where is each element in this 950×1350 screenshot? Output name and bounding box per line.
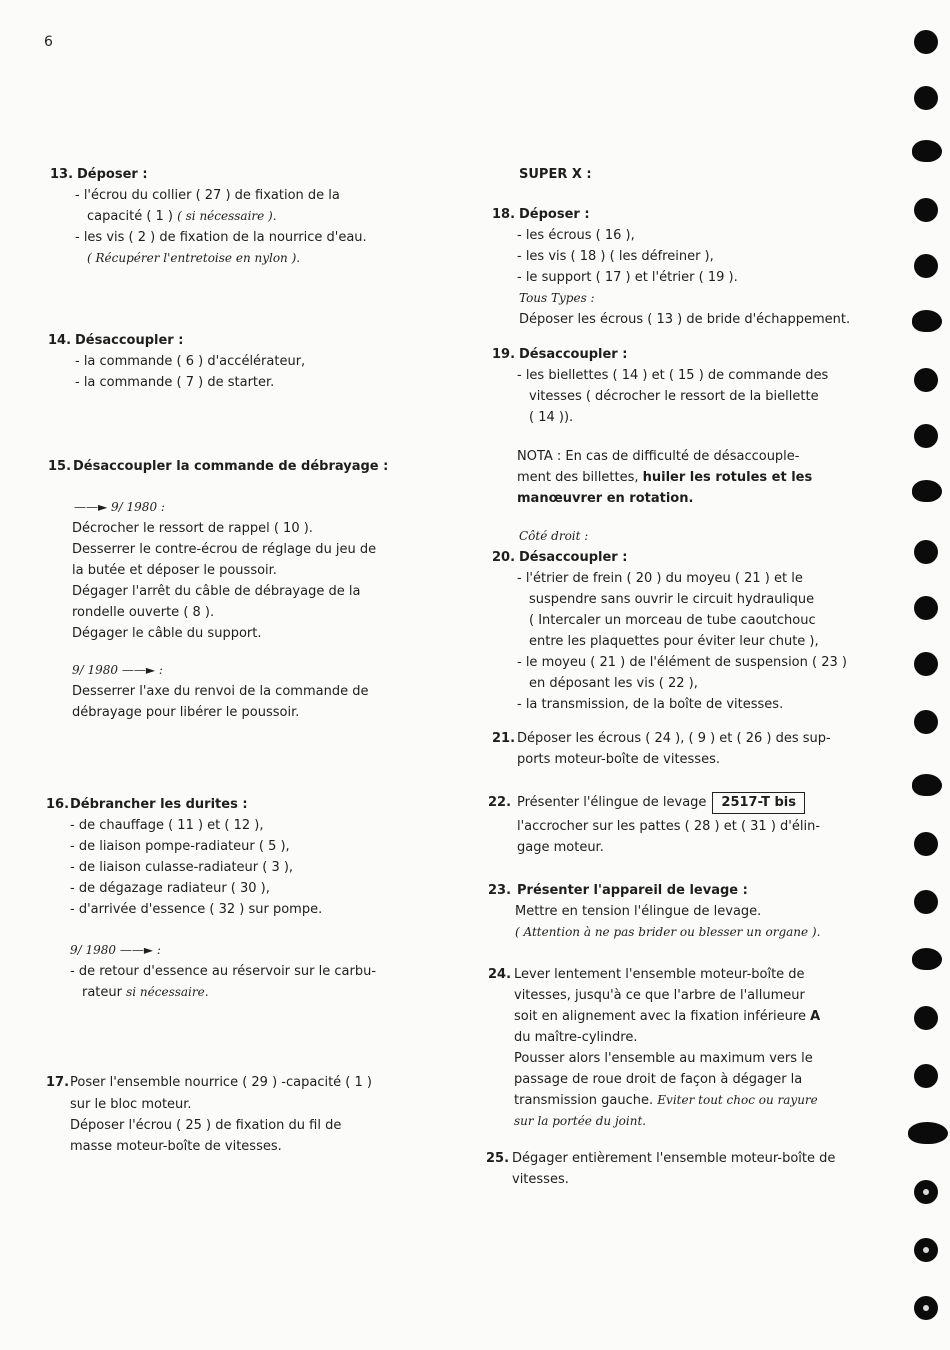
step-18 <box>492 204 882 330</box>
text-line: la butée et déposer le poussoir. <box>72 563 277 578</box>
step-24 <box>488 964 878 1132</box>
step-20 <box>492 526 882 715</box>
text-line: - de liaison culasse-radiateur ( 3 ), <box>70 860 294 875</box>
text-line: vitesses. <box>512 1172 569 1187</box>
step-23 <box>488 880 878 943</box>
step-title: Désaccoupler : <box>519 550 628 565</box>
step-number: 24. <box>488 967 512 982</box>
text-line <box>46 982 446 1003</box>
step-13 <box>50 164 450 269</box>
punch-hole <box>914 1180 938 1204</box>
italic-note: ( si nécessaire ). <box>177 209 277 223</box>
text-line: l'accrocher sur les pattes ( 28 ) et ( 31 ) d'élin- <box>517 819 821 834</box>
step-number: 21. <box>492 731 516 746</box>
step-21 <box>492 728 882 770</box>
text-line: Mettre en tension l'élingue de levage. <box>515 904 762 919</box>
nota-block <box>517 446 877 509</box>
text-line: entre les plaquettes pour éviter leur chute ), <box>529 634 819 649</box>
italic-note: Tous Types : <box>519 291 595 305</box>
text-line: Déposer les écrous ( 24 ), ( 9 ) et ( 26 ) des sup- <box>517 731 831 746</box>
step-number: 16. <box>46 797 70 812</box>
italic-note: Côté droit : <box>519 529 589 543</box>
binder-holes <box>880 0 950 1350</box>
punch-hole <box>912 774 942 796</box>
page-number: 6 <box>44 34 53 50</box>
punch-hole <box>914 424 938 448</box>
step-number: 14. <box>48 333 72 348</box>
italic-note: sur la portée du joint. <box>514 1114 647 1128</box>
text-line: Déposer l'écrou ( 25 ) de fixation du fil de <box>70 1118 342 1133</box>
punch-hole <box>914 86 938 110</box>
text-line: vitesses, jusqu'à ce que l'arbre de l'allumeur <box>514 988 805 1003</box>
italic-note: ( Récupérer l'entretoise en nylon ). <box>87 251 301 265</box>
text-line: Pousser alors l'ensemble au maximum vers le <box>514 1051 813 1066</box>
text-line <box>488 1090 878 1111</box>
text-line: - le support ( 17 ) et l'étrier ( 19 ). <box>517 270 738 285</box>
text-line: - la commande ( 7 ) de starter. <box>75 375 275 390</box>
date-condition: 9/ 1980 ——► : <box>72 663 163 677</box>
step-title: Désaccoupler : <box>75 333 184 348</box>
step-15 <box>48 456 448 723</box>
text-line: - de retour d'essence au réservoir sur le carbu- <box>70 964 377 979</box>
italic-note: Eviter tout choc ou rayure <box>657 1093 818 1107</box>
text-line: vitesses ( décrocher le ressort de la biellette <box>529 389 819 404</box>
punch-hole <box>914 832 938 856</box>
text-line: - l'étrier de frein ( 20 ) du moyeu ( 21 ) et le <box>517 571 803 586</box>
punch-hole <box>908 1122 948 1144</box>
punch-hole <box>914 1064 938 1088</box>
punch-hole <box>914 254 938 278</box>
step-number: 20. <box>492 550 516 565</box>
text-line: débrayage pour libérer le poussoir. <box>72 705 300 720</box>
text-line: - les écrous ( 16 ), <box>517 228 635 243</box>
step-number: 25. <box>486 1151 510 1166</box>
text-line: Dégager entièrement l'ensemble moteur-boîte de <box>512 1151 836 1166</box>
text-line: - le moyeu ( 21 ) de l'élément de suspension ( 23 ) <box>517 655 847 670</box>
text-line: Dégager le câble du support. <box>72 626 262 641</box>
step-25 <box>486 1148 878 1190</box>
text-line: - l'écrou du collier ( 27 ) de fixation de la <box>75 188 340 203</box>
punch-hole <box>914 1296 938 1320</box>
italic-note: si nécessaire. <box>126 985 209 999</box>
punch-hole <box>914 652 938 676</box>
text-line: Déposer les écrous ( 13 ) de bride d'échappement. <box>519 312 851 327</box>
text-line: capacité ( 1 ) <box>87 209 178 224</box>
step-title: Désaccoupler la commande de débrayage : <box>73 459 389 474</box>
step-title: Déposer : <box>519 207 590 222</box>
step-number: 13. <box>50 167 74 182</box>
text-line: - les vis ( 18 ) ( les défreiner ), <box>517 249 714 264</box>
bold-note: A <box>810 1009 821 1024</box>
punch-hole <box>912 480 942 502</box>
text-line: Lever lentement l'ensemble moteur-boîte de <box>514 967 805 982</box>
step-number: 18. <box>492 207 516 222</box>
step-title: Débrancher les durites : <box>70 797 248 812</box>
punch-hole <box>912 140 942 162</box>
step-title: Désaccoupler : <box>519 347 628 362</box>
punch-hole <box>914 710 938 734</box>
punch-hole <box>912 310 942 332</box>
punch-hole <box>914 368 938 392</box>
text-line: masse moteur-boîte de vitesses. <box>70 1139 282 1154</box>
text-line: - de chauffage ( 11 ) et ( 12 ), <box>70 818 264 833</box>
punch-hole <box>914 890 938 914</box>
text-line: - de dégazage radiateur ( 30 ), <box>70 881 270 896</box>
text-line: en déposant les vis ( 22 ), <box>529 676 698 691</box>
text-line: - de liaison pompe-radiateur ( 5 ), <box>70 839 290 854</box>
text-line <box>517 467 877 488</box>
step-19 <box>492 344 882 428</box>
text-line: transmission gauche. <box>514 1093 658 1108</box>
punch-hole <box>914 1238 938 1262</box>
text-line: - la transmission, de la boîte de vitesses. <box>517 697 784 712</box>
text-line: - d'arrivée d'essence ( 32 ) sur pompe. <box>70 902 323 917</box>
step-title: Déposer : <box>77 167 148 182</box>
text-line: rateur <box>82 985 127 1000</box>
punch-hole <box>914 1006 938 1030</box>
step-number: 15. <box>48 459 72 474</box>
text-line <box>488 1006 878 1027</box>
text-line: soit en alignement avec la fixation inférieure <box>514 1009 811 1024</box>
text-line: gage moteur. <box>517 840 604 855</box>
text-line <box>50 206 450 227</box>
text-line: rondelle ouverte ( 8 ). <box>72 605 215 620</box>
bold-note: huiler les rotules et les <box>642 470 813 485</box>
text-line: du maître-cylindre. <box>514 1030 638 1045</box>
text-line: NOTA : En cas de difficulté de désaccouple- <box>517 449 800 464</box>
step-number: 22. <box>488 795 512 810</box>
text-line: ports moteur-boîte de vitesses. <box>517 752 720 767</box>
text-line: suspendre sans ouvrir le circuit hydraulique <box>529 592 815 607</box>
text-line: passage de roue droit de façon à dégager la <box>514 1072 803 1087</box>
text-line: - les vis ( 2 ) de fixation de la nourrice d'eau. <box>75 230 367 245</box>
text-line: - les biellettes ( 14 ) et ( 15 ) de commande des <box>517 368 829 383</box>
text-line: Décrocher le ressort de rappel ( 10 ). <box>72 521 313 536</box>
tool-reference-box: 2517-T bis <box>712 792 805 814</box>
date-condition: 9/ 1980 ——► : <box>70 943 161 957</box>
text-line: sur le bloc moteur. <box>70 1097 192 1112</box>
step-number: 19. <box>492 347 516 362</box>
step-16 <box>46 794 446 1003</box>
punch-hole <box>914 30 938 54</box>
date-condition: ——► 9/ 1980 : <box>74 500 165 514</box>
text-line: Présenter l'élingue de levage <box>517 795 707 810</box>
italic-note: ( Attention à ne pas brider ou blesser un organe ). <box>515 925 821 939</box>
punch-hole <box>914 198 938 222</box>
punch-hole <box>914 596 938 620</box>
step-17 <box>46 1072 446 1157</box>
step-title: Présenter l'appareil de levage : <box>517 883 748 898</box>
text-line: ( Intercaler un morceau de tube caoutchouc <box>529 613 816 628</box>
bold-note: manœuvrer en rotation. <box>517 491 694 506</box>
punch-hole <box>914 540 938 564</box>
text-line: ( 14 )). <box>529 410 574 425</box>
step-22 <box>488 792 878 858</box>
text-line: Dégager l'arrêt du câble de débrayage de la <box>72 584 361 599</box>
text-line: ment des billettes, <box>517 470 643 485</box>
text-line: - la commande ( 6 ) d'accélérateur, <box>75 354 306 369</box>
step-number: 23. <box>488 883 512 898</box>
punch-hole <box>912 948 942 970</box>
step-14 <box>48 330 448 393</box>
text-line: Desserrer le contre-écrou de réglage du jeu de <box>72 542 377 557</box>
step-number: 17. <box>46 1075 70 1090</box>
text-line: Poser l'ensemble nourrice ( 29 ) -capacité ( 1 ) <box>70 1075 372 1090</box>
section-heading: SUPER X : <box>519 167 592 182</box>
text-line: Desserrer l'axe du renvoi de la commande de <box>72 684 369 699</box>
